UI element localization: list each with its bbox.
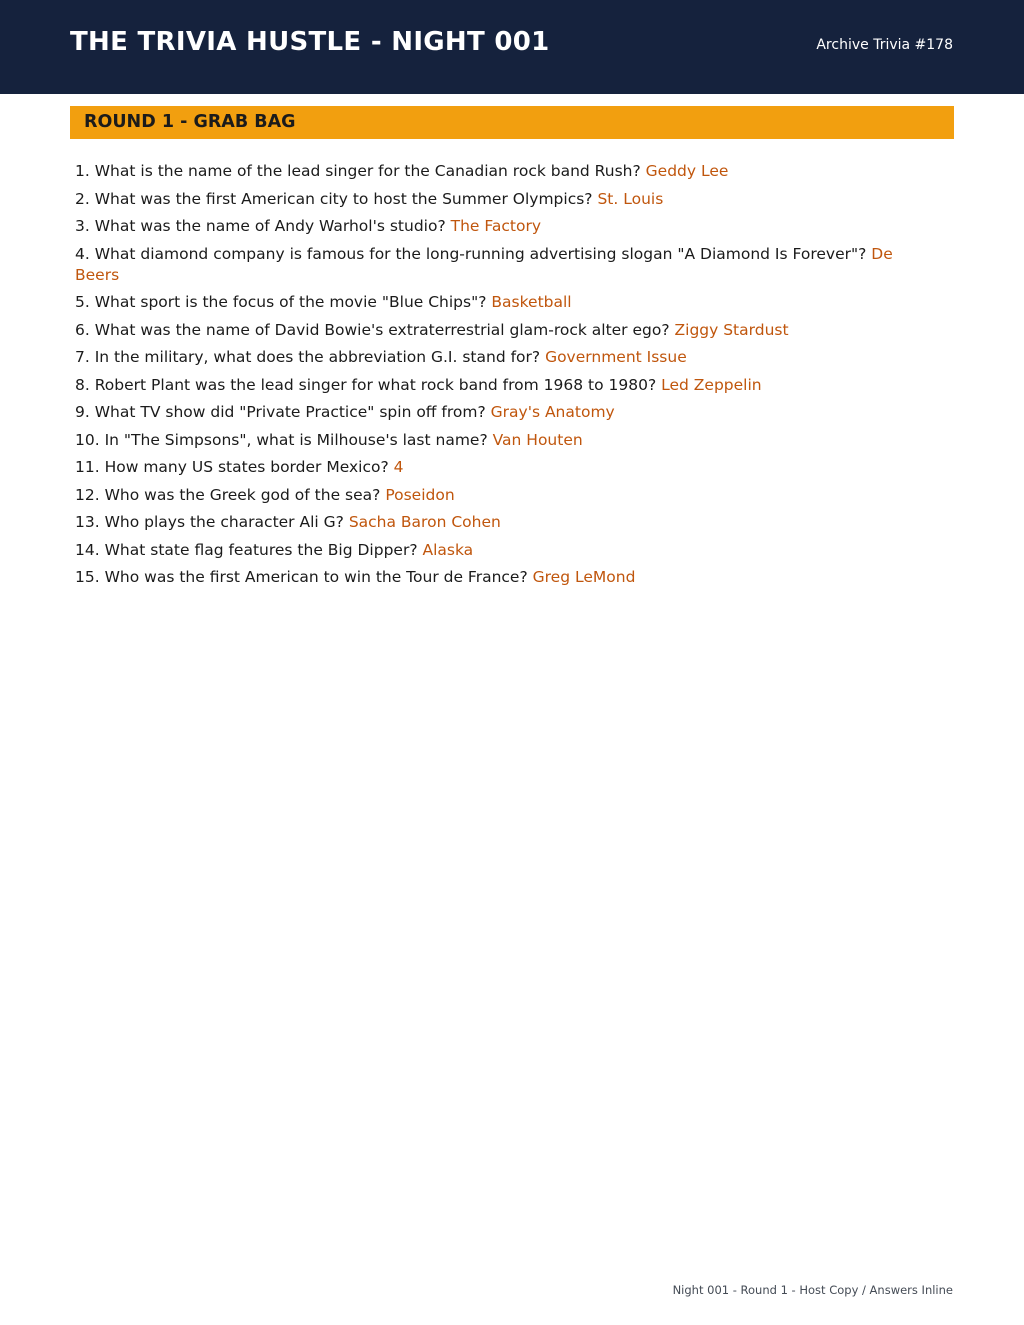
answer-text: The Factory (450, 217, 541, 235)
question-text: Who plays the character Ali G? (104, 513, 344, 531)
answer-text: Government Issue (545, 348, 687, 366)
question-item (75, 216, 915, 237)
question-number: 9. (75, 403, 90, 421)
question-item (75, 485, 915, 506)
question-number: 2. (75, 189, 90, 208)
question-number: 7. (75, 348, 90, 366)
answer-text: 4 (393, 458, 404, 476)
question-item (75, 457, 915, 478)
archive-label: Archive Trivia #178 (816, 37, 953, 53)
question-item (75, 430, 915, 451)
question-item (75, 540, 915, 561)
answer-text: Ziggy Stardust (674, 320, 789, 339)
question-number: 12. (75, 485, 100, 504)
question-text: What was the first American city to host the Summer Olympics? (94, 189, 593, 208)
question-text: What TV show did "Private Practice" spin off from? (94, 403, 486, 421)
question-text: How many US states border Mexico? (104, 458, 389, 476)
question-item (75, 292, 915, 313)
answer-text: Poseidon (385, 485, 455, 504)
question-item (75, 512, 915, 533)
answer-text: Led Zeppelin (661, 375, 762, 394)
question-item (75, 244, 915, 286)
question-number: 4. (75, 244, 90, 263)
question-number: 8. (75, 375, 90, 394)
question-text: What state flag features the Big Dipper? (104, 540, 418, 559)
round-banner (70, 106, 954, 139)
question-number: 13. (75, 513, 100, 531)
question-text: In the military, what does the abbreviation G.I. stand for? (94, 348, 541, 366)
round-title: ROUND 1 - GRAB BAG (84, 112, 296, 132)
question-text: What was the name of Andy Warhol's studio? (94, 217, 446, 235)
question-number: 6. (75, 320, 90, 339)
answer-text: Sacha Baron Cohen (348, 513, 501, 531)
question-number: 14. (75, 540, 100, 559)
answer-text: Geddy Lee (645, 162, 729, 180)
question-number: 5. (75, 293, 90, 311)
question-number: 11. (75, 458, 100, 476)
question-number: 10. (75, 430, 100, 449)
question-text: What was the name of David Bowie's extraterrestrial glam-rock alter ego? (94, 320, 670, 339)
question-text: Robert Plant was the lead singer for what rock band from 1968 to 1980? (94, 375, 657, 394)
question-number: 15. (75, 568, 100, 586)
answer-text: St. Louis (597, 189, 664, 208)
question-number: 3. (75, 217, 90, 235)
question-item (75, 402, 915, 423)
question-item (75, 375, 915, 396)
question-text: What sport is the focus of the movie "Blue Chips"? (94, 293, 487, 311)
question-text: What diamond company is famous for the long-running advertising slogan "A Diamond Is Forever"? (94, 244, 867, 263)
question-item (75, 347, 915, 368)
answer-text: Greg LeMond (532, 568, 636, 586)
question-text: In "The Simpsons", what is Milhouse's last name? (104, 430, 488, 449)
page-footer: Night 001 - Round 1 - Host Copy / Answers Inline (672, 1283, 953, 1297)
question-item (75, 320, 915, 341)
page-title: THE TRIVIA HUSTLE - NIGHT 001 (70, 27, 550, 57)
answer-text: De Beers (75, 244, 893, 284)
question-text: Who was the first American to win the Tour de France? (104, 568, 528, 586)
answer-text: Gray's Anatomy (490, 403, 615, 421)
question-item (75, 189, 915, 210)
question-text: Who was the Greek god of the sea? (104, 485, 381, 504)
question-list (75, 161, 915, 595)
answer-text: Basketball (491, 293, 572, 311)
question-number: 1. (75, 162, 90, 180)
question-item (75, 161, 915, 182)
answer-text: Van Houten (492, 430, 583, 449)
page-header (0, 0, 1024, 94)
answer-text: Alaska (422, 540, 474, 559)
question-text: What is the name of the lead singer for the Canadian rock band Rush? (94, 162, 641, 180)
question-item (75, 567, 915, 588)
